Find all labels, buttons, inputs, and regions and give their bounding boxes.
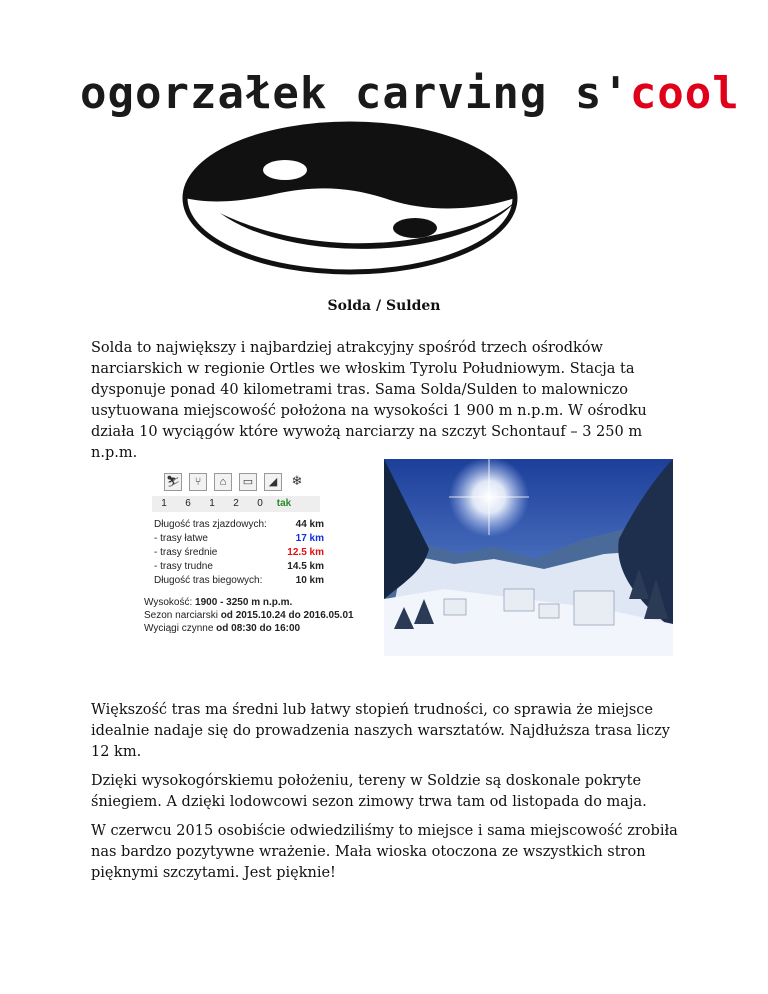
- lift-hours-line: Wyciągi czynne od 08:30 do 16:00: [144, 623, 301, 634]
- lift-counts-row: [152, 496, 320, 512]
- snowpark-available: tak: [276, 498, 292, 509]
- stat-label: - trasy średnie: [154, 547, 218, 558]
- count-chair-lifts: 6: [185, 498, 191, 509]
- slopes-paragraph: Większość tras ma średni lub łatwy stopień trudności, co sprawia że miejsce idealnie nadaje się do prowadzenia naszych warsztatów. Najdłuższa trasa liczy 12 km.: [91, 702, 670, 760]
- stat-value: 44 km: [295, 519, 324, 530]
- snow-paragraph: Dzięki wysokogórskiemu położeniu, tereny w Soldzie są doskonale pokryte śniegiem. A dzięki lodowcowi sezon zimowy trwa tam od listopada do maja.: [91, 773, 647, 810]
- stat-value: 17 km: [295, 533, 324, 544]
- season-info: [144, 596, 354, 635]
- stat-label: - trasy trudne: [154, 561, 213, 572]
- resort-info-panel: [144, 468, 374, 658]
- stat-value: 14.5 km: [287, 561, 324, 572]
- yin-yang-emblem: [180, 118, 520, 278]
- gondola-icon: ⌂: [214, 473, 232, 491]
- stat-value: 12.5 km: [287, 547, 324, 558]
- drag-lift-icon: ⛷: [164, 473, 182, 491]
- lift-icons-row: [164, 473, 305, 491]
- school-logo: [60, 36, 740, 276]
- stat-value: 10 km: [295, 575, 324, 586]
- season-line: Sezon narciarski od 2015.10.24 do 2016.05.01: [144, 610, 354, 621]
- visit-paragraph: W czerwcu 2015 osobiście odwiedziliśmy to miejsce i sama miejscowość zrobiła nas bardzo pozytywne wrażenie. Mała wioska otoczona ze wszystkich stron pięknymi szczytami. Jest pięknie!: [91, 823, 678, 881]
- stat-label: Długość tras biegowych:: [154, 575, 263, 586]
- cable-car-icon: ▭: [239, 473, 257, 491]
- snowpark-icon: ❄: [291, 473, 303, 488]
- intro-paragraph: Solda to największy i najbardziej atrakcyjny spośród trzech ośrodków narciarskich w regionie Ortles we włoskim Tyrolu Południowym. Stacja ta dysponuje ponad 40 kilometrami tras. Sama Solda/Sulden to malowniczo usytuowana miejscowość położona na wysokości 1 900 m n.p.m. W ośrodku działa 10 wyciągów które wywożą narciarzy na szczyt Schontauf – 3 250 m n.p.m.: [91, 340, 647, 461]
- stat-label: - trasy łatwe: [154, 533, 208, 544]
- snow-cannon-icon: ◢: [264, 473, 282, 491]
- slope-stats: [154, 518, 324, 588]
- stat-row: [154, 518, 324, 532]
- logo-wordmark: ogorzałek carving s'cool: [80, 68, 740, 119]
- count-cable-cars: 2: [233, 498, 239, 509]
- count-snow-cannons: 0: [257, 498, 263, 509]
- count-drag-lifts: 1: [161, 498, 167, 509]
- stat-row: [154, 560, 324, 574]
- stat-row: [154, 574, 324, 588]
- solda-village-photo: [384, 459, 673, 656]
- article-title: Solda / Sulden: [327, 298, 441, 314]
- stat-row: [154, 532, 324, 546]
- stat-label: Długość tras zjazdowych:: [154, 519, 267, 530]
- count-gondolas: 1: [209, 498, 215, 509]
- stat-row: [154, 546, 324, 560]
- chair-lift-icon: ⑂: [189, 473, 207, 491]
- altitude-line: Wysokość: 1900 - 3250 m n.p.m.: [144, 597, 293, 608]
